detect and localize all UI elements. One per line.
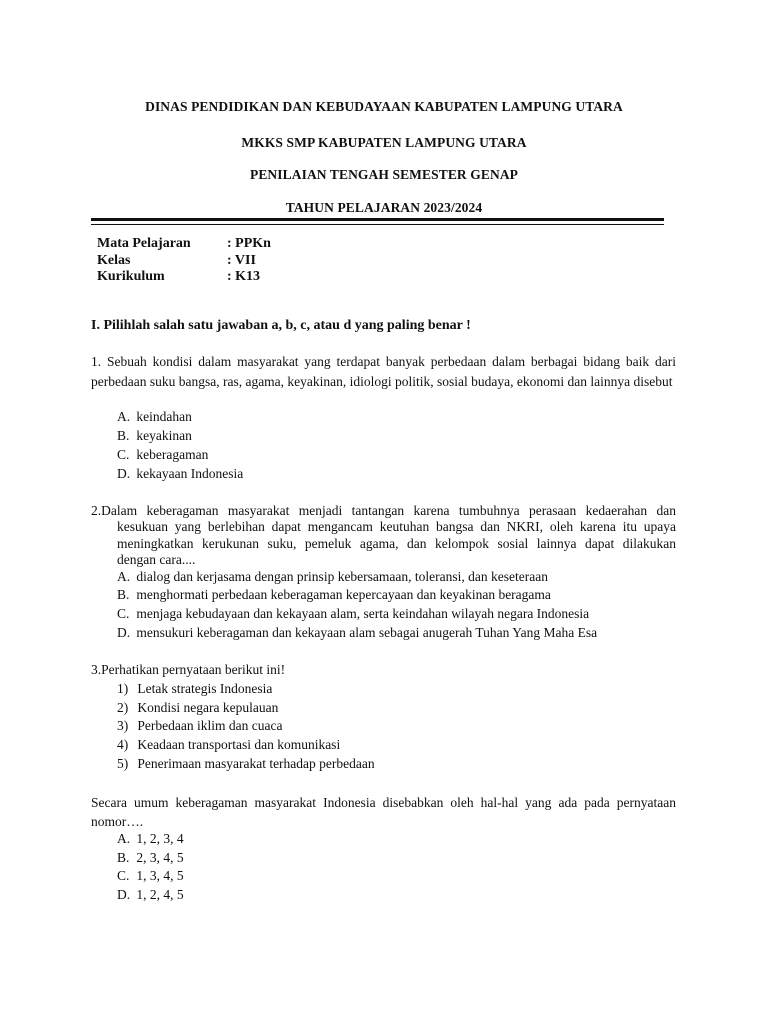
option-text: 1, 2, 4, 5 — [136, 887, 184, 902]
statement-key: 5) — [117, 756, 129, 771]
question-2-line-1: 2.Dalam keberagaman masyarakat menjadi tantangan karena tumbuhnya perasaan kedaerahan dan — [91, 503, 676, 518]
option-key: A. — [117, 569, 131, 584]
header-divider-thin — [91, 224, 664, 225]
question-3-statement-3 — [117, 718, 282, 734]
question-3-text: Secara umum keberagaman masyarakat Indonesia disebabkan oleh hal-hal yang ada pada pernyataan nomor…. — [91, 795, 676, 829]
option-key: A. — [117, 831, 131, 846]
info-row-subject — [97, 236, 271, 253]
statement-text: Penerimaan masyarakat terhadap perbedaan — [137, 756, 375, 771]
question-2-option-a — [117, 569, 548, 585]
question-2-line-4: dengan cara.... — [117, 552, 196, 567]
option-text: dialog dan kerjasama dengan prinsip kebersamaan, toleransi, dan keseteraan — [136, 569, 548, 584]
info-label: Kelas — [97, 252, 131, 268]
option-key: D. — [117, 625, 131, 640]
question-3-intro: 3.Perhatikan pernyataan berikut ini! — [91, 662, 286, 677]
option-text: keberagaman — [136, 447, 209, 462]
statement-key: 4) — [117, 737, 129, 752]
question-2-option-b — [117, 587, 551, 603]
option-text: 2, 3, 4, 5 — [136, 850, 184, 865]
option-key: D. — [117, 466, 131, 481]
option-key: C. — [117, 447, 130, 462]
statement-text: Perbedaan iklim dan cuaca — [137, 718, 283, 733]
option-key: D. — [117, 887, 131, 902]
info-label: Mata Pelajaran — [97, 236, 191, 251]
question-1-option-c — [117, 447, 208, 463]
option-key: B. — [117, 587, 130, 602]
section-instruction: I. Pilihlah salah satu jawaban a, b, c, atau d yang paling benar ! — [91, 318, 471, 333]
option-text: keyakinan — [136, 428, 192, 443]
option-text: menjaga kebudayaan dan kekayaan alam, serta keindahan wilayah negara Indonesia — [136, 606, 590, 621]
option-key: B. — [117, 428, 130, 443]
option-key: C. — [117, 606, 130, 621]
question-3-option-d — [117, 887, 184, 903]
statement-text: Letak strategis Indonesia — [137, 681, 273, 696]
question-1-option-d — [117, 466, 243, 482]
info-value: : K13 — [227, 269, 261, 284]
question-3-option-a — [117, 831, 184, 847]
info-label: Kurikulum — [97, 269, 165, 284]
question-2-option-d — [117, 625, 597, 641]
question-3-option-b — [117, 850, 184, 866]
header-divider-thick — [91, 218, 664, 221]
option-key: B. — [117, 850, 130, 865]
question-3-statement-4 — [117, 737, 340, 753]
question-3-statement-1 — [117, 681, 272, 697]
statement-key: 2) — [117, 700, 129, 715]
option-text: keindahan — [136, 409, 192, 424]
question-3-option-c — [117, 868, 184, 884]
statement-key: 1) — [117, 681, 129, 696]
header-school-year: TAHUN PELAJARAN 2023/2024 — [285, 200, 483, 215]
question-3-statement-2 — [117, 700, 278, 716]
option-text: kekayaan Indonesia — [136, 466, 244, 481]
statement-text: Keadaan transportasi dan komunikasi — [137, 737, 341, 752]
statement-text: Kondisi negara kepulauan — [137, 700, 279, 715]
question-1-option-b — [117, 428, 192, 444]
question-3-statement-5 — [117, 756, 375, 772]
question-1-text: 1. Sebuah kondisi dalam masyarakat yang terdapat banyak perbedaan dalam berbagai bidang baik dari perbedaan suku bangsa, ras, agama, keyakinan, idiologi politik, sosial budaya, ekonomi dan lainnya disebut — [91, 354, 676, 389]
option-text: menghormati perbedaan keberagaman kepercayaan dan keyakinan beragama — [136, 587, 551, 602]
info-value: : VII — [227, 252, 256, 268]
info-row-curriculum — [97, 269, 271, 286]
question-2-option-c — [117, 606, 589, 622]
exam-info — [97, 236, 271, 286]
option-key: C. — [117, 868, 130, 883]
header-mkks: MKKS SMP KABUPATEN LAMPUNG UTARA — [241, 135, 527, 150]
question-2-line-3: meningkatkan kerukunan suku, pemeluk agama, dan kelompok sosial lainnya dapat dilakukan — [117, 536, 676, 551]
option-key: A. — [117, 409, 131, 424]
option-text: 1, 3, 4, 5 — [136, 868, 184, 883]
header-agency: DINAS PENDIDIKAN DAN KEBUDAYAAN KABUPATEN LAMPUNG UTARA — [145, 99, 623, 114]
header-exam-title: PENILAIAN TENGAH SEMESTER GENAP — [249, 167, 519, 182]
question-1-option-a — [117, 409, 192, 425]
option-text: mensukuri keberagaman dan kekayaan alam sebagai anugerah Tuhan Yang Maha Esa — [136, 625, 598, 640]
info-row-class — [97, 253, 271, 270]
question-2-line-2: kesukuan yang berlebihan dapat mengancam keutuhan bangsa dan NKRI, oleh karena itu upaya — [117, 519, 676, 534]
statement-key: 3) — [117, 718, 129, 733]
info-value: : PPKn — [227, 236, 271, 251]
option-text: 1, 2, 3, 4 — [136, 831, 184, 846]
